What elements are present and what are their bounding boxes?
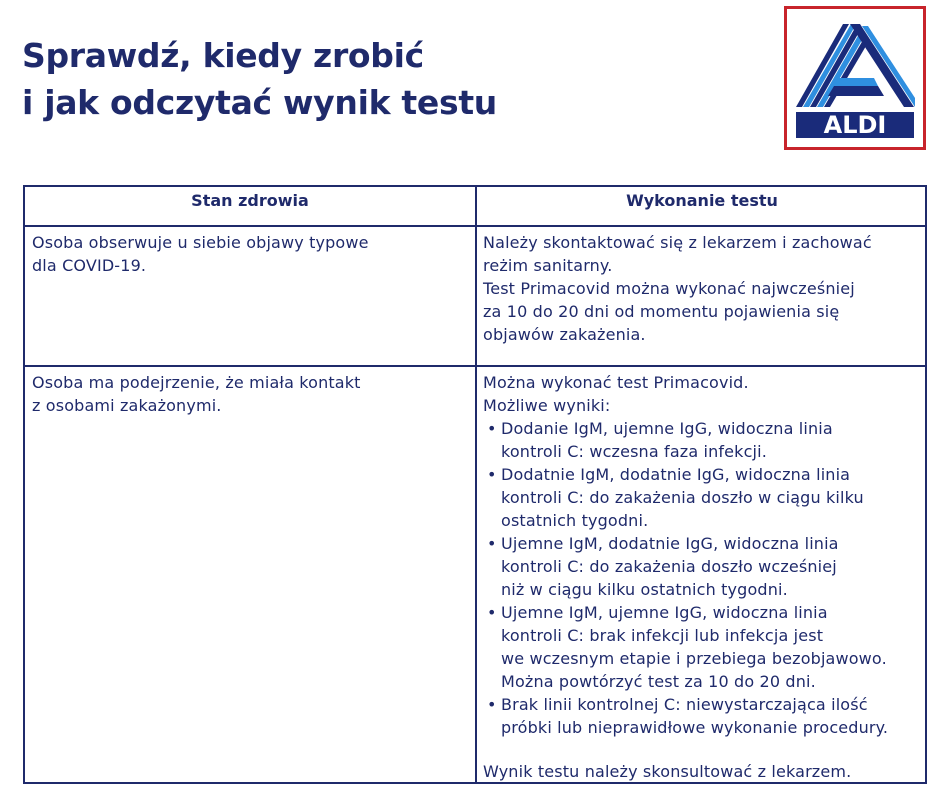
logo-text: ALDI: [823, 111, 887, 139]
text-line: ostatnich tygodni.: [501, 511, 649, 530]
column-header-health: Stan zdrowia: [191, 191, 309, 210]
page-title: [22, 32, 497, 126]
column-divider: [475, 187, 477, 782]
text-line: niż w ciągu kilku ostatnich tygodni.: [501, 580, 788, 599]
row1-action: [483, 231, 872, 346]
row2-action: [483, 371, 888, 739]
result-item: [483, 463, 888, 532]
title-line-2: i jak odczytać wynik testu: [22, 83, 497, 122]
text-line: Można powtórzyć test za 10 do 20 dni.: [501, 672, 816, 691]
column-header-test: Wykonanie testu: [626, 191, 778, 210]
aldi-logo: [784, 6, 926, 150]
text-line: Osoba obserwuje u siebie objawy typowe: [32, 233, 369, 252]
bullet-icon: •: [487, 603, 497, 622]
bullet-icon: •: [487, 695, 497, 714]
result-item: [483, 532, 888, 601]
result-item: [483, 693, 888, 739]
text-line: reżim sanitarny.: [483, 256, 613, 275]
text-line: we wczesnym etapie i przebiega bezobjawowo.: [501, 649, 887, 668]
text-line: Ujemne IgM, ujemne IgG, widoczna linia: [501, 603, 828, 622]
text-line: z osobami zakażonymi.: [32, 396, 222, 415]
text-line: za 10 do 20 dni od momentu pojawienia się: [483, 302, 840, 321]
text-line: Brak linii kontrolnej C: niewystarczająca ilość: [501, 695, 868, 714]
text-line: dla COVID-19.: [32, 256, 147, 275]
title-line-1: Sprawdź, kiedy zrobić: [22, 36, 424, 75]
text-line: Osoba ma podejrzenie, że miała kontakt: [32, 373, 361, 392]
text-line: kontroli C: wczesna faza infekcji.: [501, 442, 767, 461]
text-line: Ujemne IgM, dodatnie IgG, widoczna linia: [501, 534, 839, 553]
text-line: Dodatnie IgM, dodatnie IgG, widoczna linia: [501, 465, 851, 484]
text-line: Możliwe wyniki:: [483, 396, 611, 415]
row1-condition: [32, 231, 369, 277]
text-line: kontroli C: brak infekcji lub infekcja jest: [501, 626, 824, 645]
result-item: [483, 601, 888, 693]
text-line: Test Primacovid można wykonać najwcześniej: [483, 279, 855, 298]
result-item: [483, 417, 888, 463]
text-line: kontroli C: do zakażenia doszło wcześniej: [501, 557, 837, 576]
consult-note: [483, 760, 851, 783]
bullet-icon: •: [487, 419, 497, 438]
text-line: Wynik testu należy skonsultować z lekarzem.: [483, 762, 852, 781]
row2-condition: [32, 371, 361, 417]
text-line: Dodanie IgM, ujemne IgG, widoczna linia: [501, 419, 833, 438]
text-line: objawów zakażenia.: [483, 325, 646, 344]
text-line: kontroli C: do zakażenia doszło w ciągu kilku: [501, 488, 864, 507]
test-info-table: [23, 185, 927, 784]
text-line: Należy skontaktować się z lekarzem i zachować: [483, 233, 872, 252]
bullet-icon: •: [487, 465, 497, 484]
text-line: Można wykonać test Primacovid.: [483, 373, 749, 392]
row-divider: [25, 365, 925, 367]
text-line: próbki lub nieprawidłowe wykonanie procedury.: [501, 718, 889, 737]
header-divider: [25, 225, 925, 227]
bullet-icon: •: [487, 534, 497, 553]
